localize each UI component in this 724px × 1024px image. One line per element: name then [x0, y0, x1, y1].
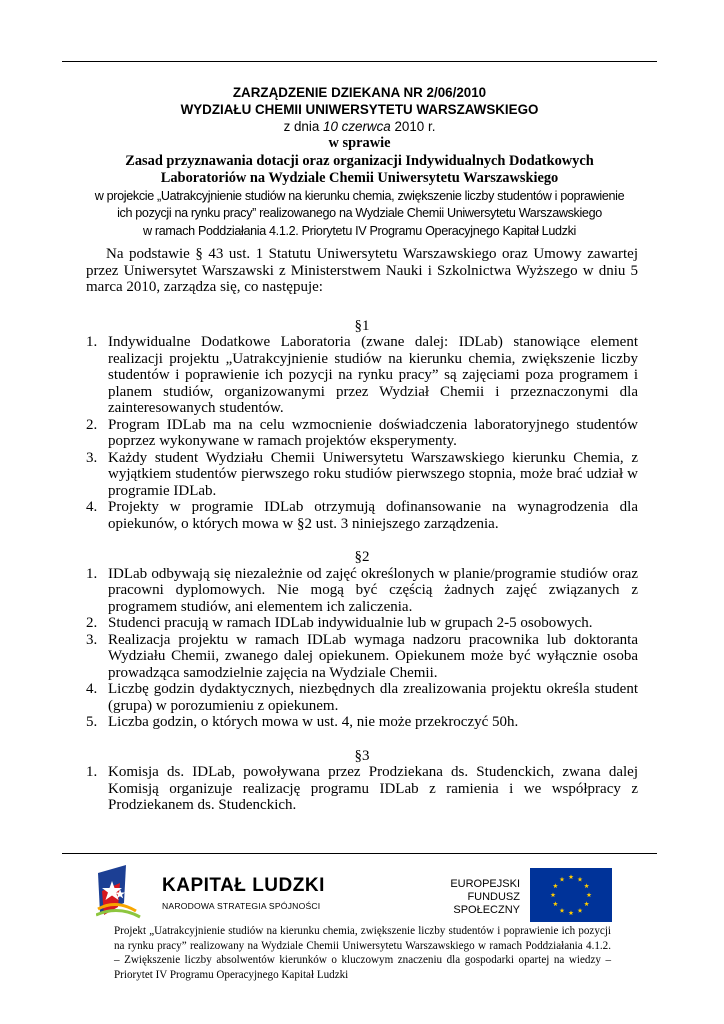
intro-paragraph: Na podstawie § 43 ust. 1 Statutu Uniwersytetu Warszawskiego oraz Umowy zawartej przez Uniwersytet Warszawski z Ministerstwem Nauki i Szkolnictwa Wyższego w dniu 5 marca 2010, zarządza się, co następuje:	[86, 246, 638, 295]
list-item: 2. Studenci pracują w ramach IDLab indywidualnie lub w grupach 2-5 osobowych.	[86, 615, 593, 631]
section-title-2: §2	[354, 549, 370, 565]
list-item: 4. Liczbę godzin dydaktycznych, niezbędnych dla zrealizowania projektu określa student (grupa) w porozumieniu z opiekunem.	[86, 681, 638, 714]
list-item: 5. Liczba godzin, o których mowa w ust. 4, nie może przekroczyć 50h.	[86, 714, 519, 730]
footer-rule	[62, 853, 657, 854]
document-header	[62, 84, 657, 240]
efs-line-2: FUNDUSZ SPOŁECZNY	[453, 891, 520, 916]
order-date: z dnia 10 czerwca 2010 r.	[283, 119, 436, 134]
kl-star-emblem-icon	[96, 863, 158, 919]
kapital-ludzki-logo	[96, 863, 336, 919]
list-item: 3. Każdy student Wydziału Chemii Uniwersytetu Warszawskiego kierunku Chemia, z wyjątkiem studentów pierwszego roku studiów pierwszego stopnia, może brać udział w programie IDLab.	[86, 449, 638, 499]
faculty-name: WYDZIAŁU CHEMII UNIWERSYTETU WARSZAWSKIEGO	[180, 102, 539, 117]
section-1-list	[86, 334, 638, 532]
subject-line-1: Zasad przyznawania dotacji oraz organizacji Indywidualnych Dodatkowych	[125, 152, 594, 169]
list-item: 2. Program IDLab ma na celu wzmocnienie doświadczenia laboratoryjnego studentów poprzez wykonywane w ramach projektów eksperymenty.	[86, 416, 638, 449]
project-line-1: w projekcie „Uatrakcyjnienie studiów na kierunku chemia, zwiększenie liczby studentów i poprawienie	[94, 188, 625, 203]
list-item: 1. Komisja ds. IDLab, powoływana przez Prodziekana ds. Studenckich, zwana dalej Komisją organizuje realizację programu IDLab z ramienia i we współpracy z Prodziekanem ds. Studenckich.	[86, 764, 638, 813]
efs-logo-text	[402, 878, 520, 917]
document-body	[86, 246, 638, 814]
top-rule	[62, 61, 657, 62]
section-title-3: §3	[354, 747, 370, 764]
list-item: 3. Realizacja projektu w ramach IDLab wymaga nadzoru pracownika lub doktoranta Wydziału Chemii, zwanego dalej opiekunem. Opiekunem może być wyłącznie osoba prowadząca samodzielnie zajęcia na Wydziale Chemii.	[86, 631, 638, 681]
project-line-2: ich pozycji na rynku pracy” realizowanego na Wydziale Chemii Uniwersytetu Warszawskiego	[117, 206, 602, 220]
w-sprawie: w sprawie	[328, 135, 391, 151]
list-item: 1. Indywidualne Dodatkowe Laboratoria (zwane dalej: IDLab) stanowiące element realizacji projektu „Uatrakcyjnienie studiów na kierunku chemia, zwiększenie liczby studentów i poprawienie ich pozycji na rynku pracy” są zajęciami poza programem i planem studiów, organizowanymi przez Wydział Chemii i przeznaczonymi dla zainteresowanych studentów.	[86, 334, 638, 416]
eu-flag-icon	[530, 868, 612, 922]
kl-subtitle: NARODOWA STRATEGIA SPÓJNOŚCI	[162, 901, 321, 911]
project-line-3: w ramach Poddziałania 4.1.2. Priorytetu IV Programu Operacyjnego Kapitał Ludzki	[143, 223, 576, 238]
subject-line-2: Laboratoriów na Wydziale Chemii Uniwersytetu Warszawskiego	[160, 170, 559, 186]
efs-line-1: EUROPEJSKI	[450, 878, 520, 890]
footer-note: Projekt „Uatrakcyjnienie studiów na kierunku chemia, zwiększenie liczby studentów i poprawienie ich pozycji na rynku pracy” realizowany na Wydziale Chemii Uniwersytetu Warszawskiego w ramach Poddziałania 4.1.2. – Zwiększenie liczby absolwentów kierunków o kluczowym znaczeniu dla gospodarki opartej na wiedzy – Priorytet IV Programu Operacyjnego Kapitał Ludzki	[114, 925, 611, 981]
section-3-list	[86, 764, 638, 814]
list-item: 4. Projekty w programie IDLab otrzymują dofinansowanie na wynagrodzenia dla opiekunów, o których mowa w §2 ust. 3 niniejszego zarządzenia.	[86, 499, 638, 532]
order-number: ZARZĄDZENIE DZIEKANA NR 2/06/2010	[232, 85, 487, 100]
list-item: 1. IDLab odbywają się niezależnie od zajęć określonych w planie/programie studiów oraz pracowni dyplomowych. Nie mogą być częścią żadnych zajęć związanych z programem studiów, ani elementem ich zaliczenia.	[86, 565, 638, 615]
section-title-1: §1	[354, 317, 370, 334]
kl-title: KAPITAŁ LUDZKI	[162, 875, 325, 896]
section-2-list	[86, 566, 638, 731]
